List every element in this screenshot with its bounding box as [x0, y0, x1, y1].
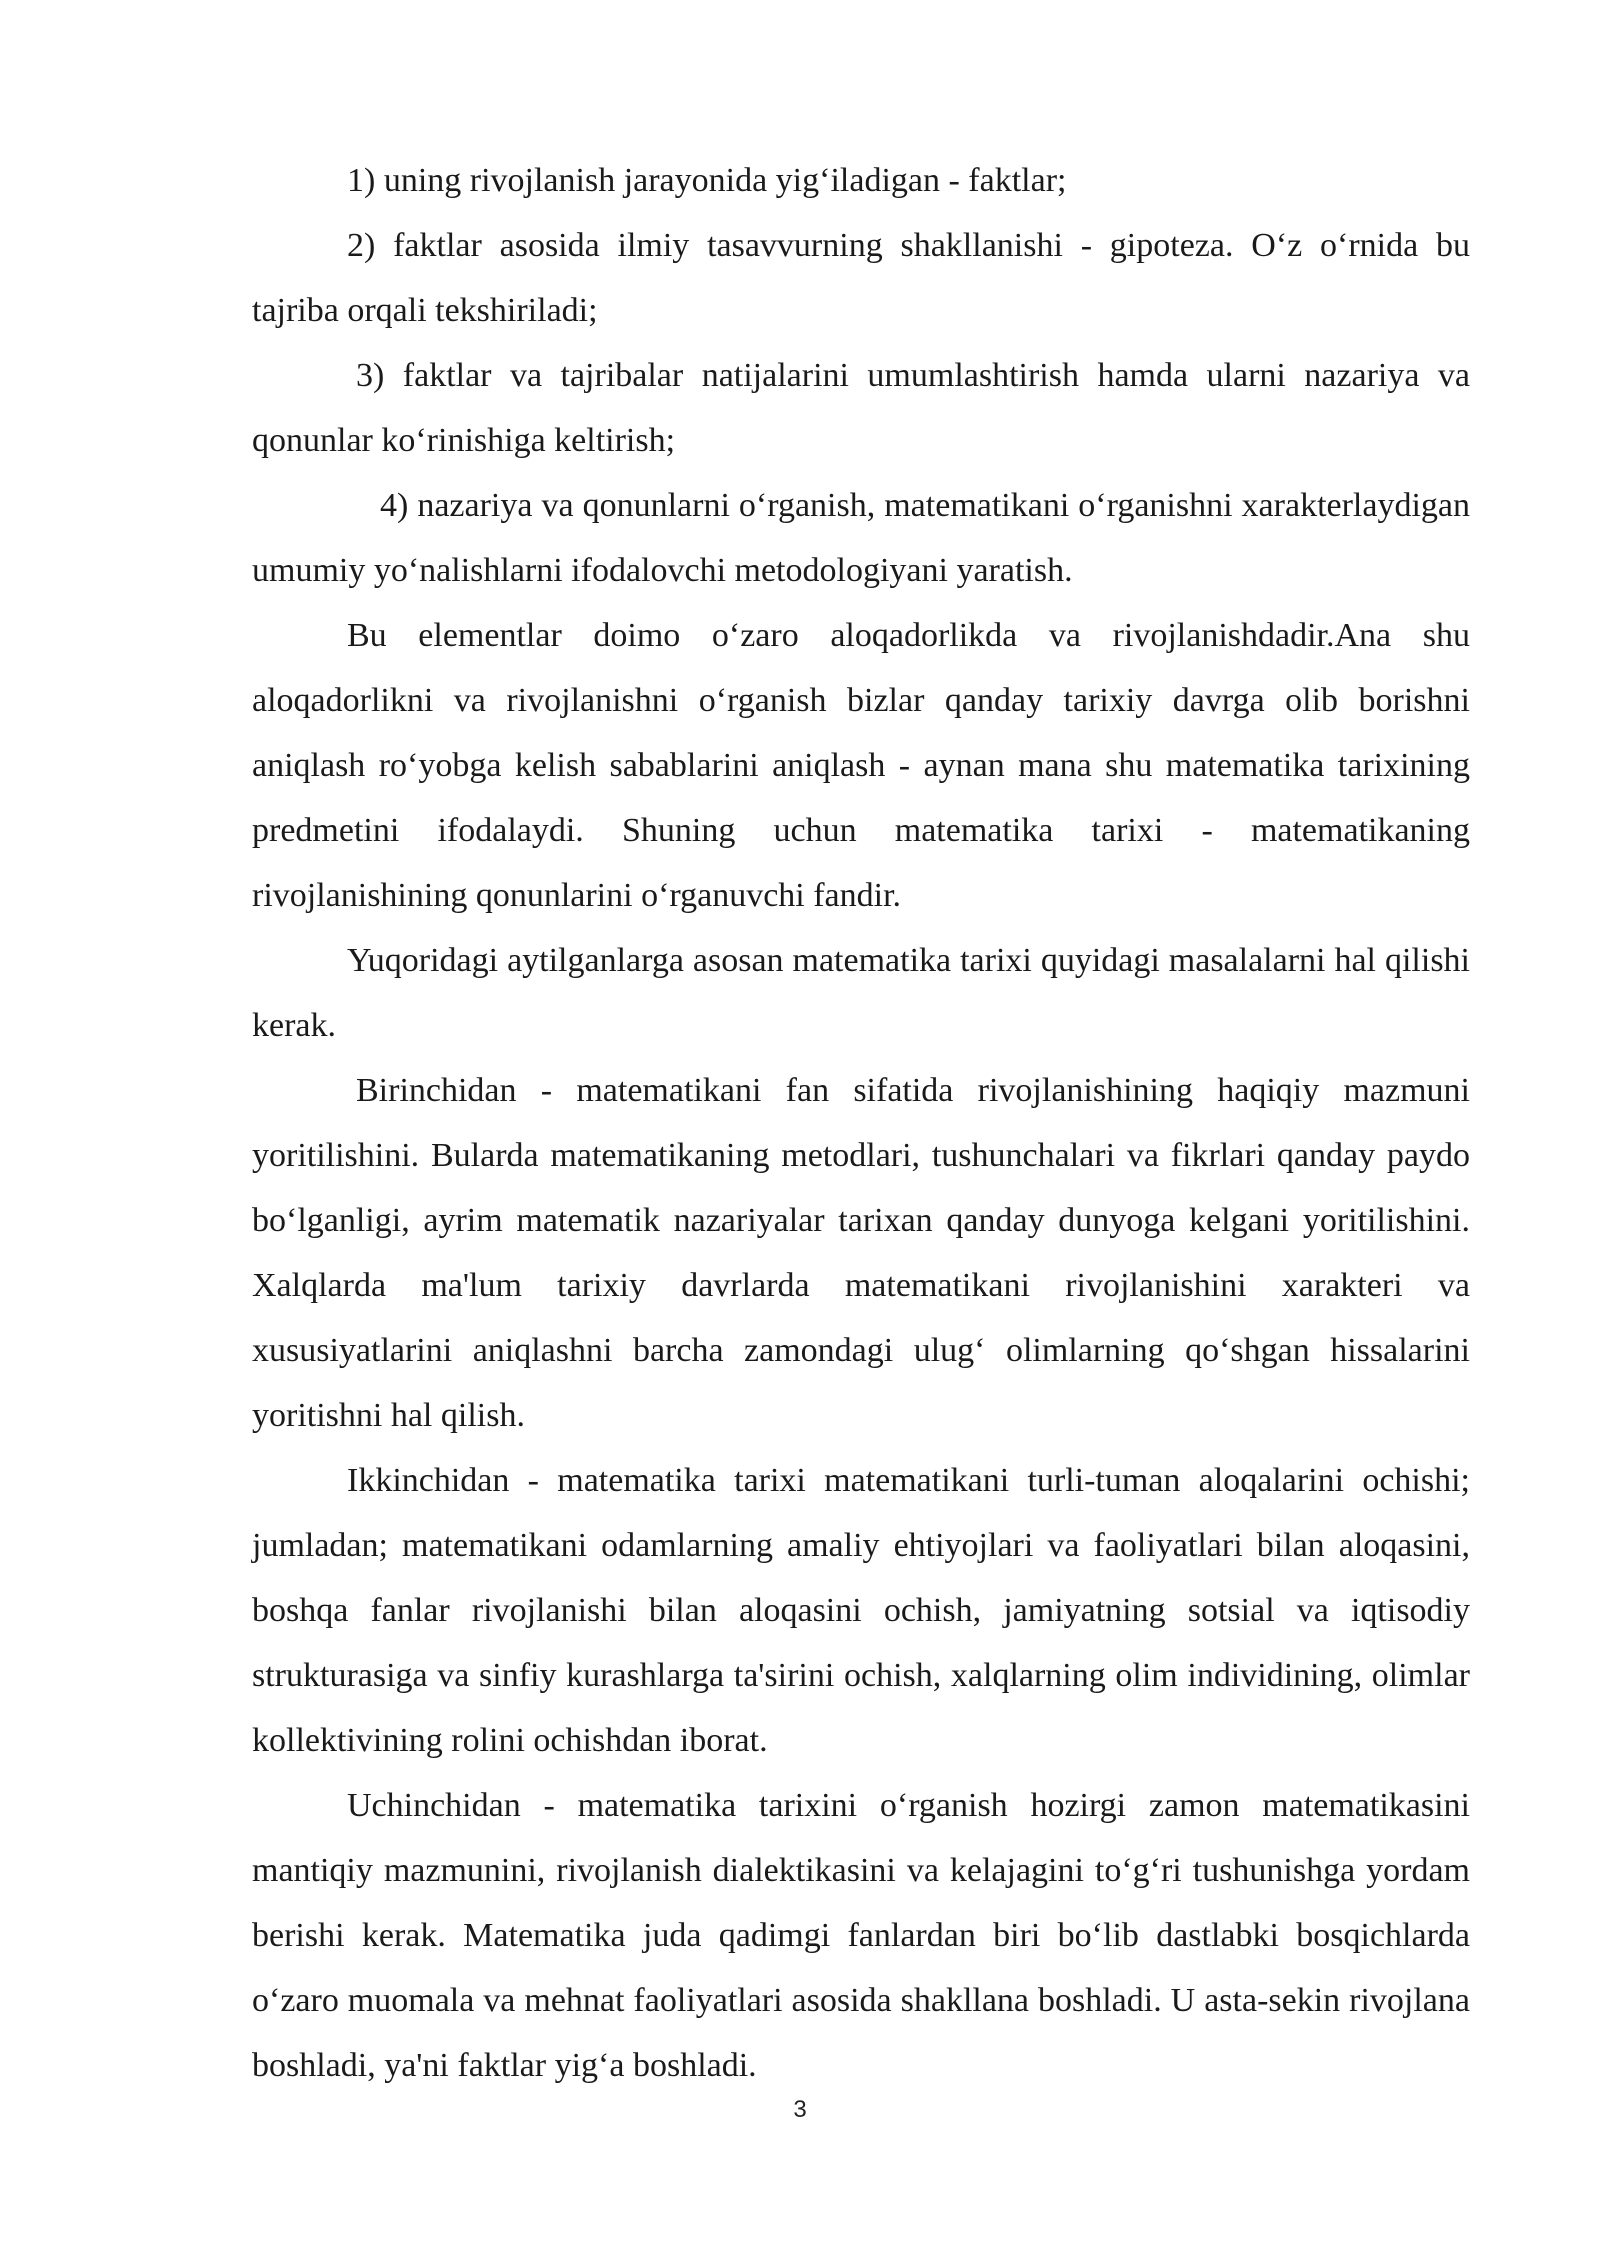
paragraph-second: Ikkinchidan - matematika tarixi matematikani turli-tuman aloqalarini ochishi; jumladan; matematikani odamlarning amaliy ehtiyojlari va faoliyatlari bilan aloqasini, boshqa fanlar rivojlanishi bilan aloqasini ochish, jamiyatning sotsial va iqtisodiy strukturasiga va sinfiy kurashlarga ta'sirini ochish, xalqlarning olim individining, olimlar kollektivining rolini ochishdan iborat.	[252, 1462, 1470, 1759]
paragraph-first: Birinchidan - matematikani fan sifatida rivojlanishining haqiqiy mazmuni yoritilishini. Bularda matematikaning metodlari, tushunchalari va fikrlari qanday paydo bo‘lganligi, ayrim matematik nazariyalar tarixan qanday dunyoga kelgani yoritilishini. Xalqlarda ma'lum tarixiy davrlarda matematikani rivojlanishini xarakteri va xususiyatlarini aniqlashni barcha zamondagi ulug‘ olimlarning qo‘shgan hissalarini yoritishni hal qilish.	[252, 1072, 1470, 1434]
list-item-4: 4) nazariya va qonunlarni o‘rganish, matematikani o‘rganishni xarakterlaydigan umumiy yo‘nalishlarni ifodalovchi metodologiyani yaratish.	[252, 487, 1470, 589]
page-number: 3	[793, 2096, 807, 2123]
list-item-2: 2) faktlar asosida ilmiy tasavvurning shakllanishi - gipoteza. O‘z o‘rnida bu tajriba orqali tekshiriladi;	[252, 227, 1470, 329]
paragraph-third: Uchinchidan - matematika tarixini o‘rganish hozirgi zamon matematikasini mantiqiy mazmunini, rivojlanish dialektikasini va kelajagini to‘g‘ri tushunishga yordam berishi kerak. Matematika juda qadimgi fanlardan biri bo‘lib dastlabki bosqichlarda o‘zaro muomala va mehnat faoliyatlari asosida shakllana boshladi. U asta-sekin rivojlana boshladi, ya'ni faktlar yig‘a boshladi.	[252, 1787, 1470, 2084]
list-item-1: 1) uning rivojlanish jarayonida yig‘iladigan - faktlar;	[347, 162, 1067, 199]
paragraph-tasks-intro: Yuqoridagi aytilganlarga asosan matematika tarixi quyidagi masalalarni hal qilishi kerak.	[252, 942, 1470, 1044]
list-item-3: 3) faktlar va tajribalar natijalarini umumlashtirish hamda ularni nazariya va qonunlar ko‘rinishiga keltirish;	[252, 357, 1470, 459]
paragraph-elements: Bu elementlar doimo o‘zaro aloqadorlikda va rivojlanishdadir.Ana shu aloqadorlikni va rivojlanishni o‘rganish bizlar qanday tarixiy davrga olib borishni aniqlash ro‘yobga kelish sabablarini aniqlash - aynan mana shu matematika tarixining predmetini ifodalaydi. Shuning uchun matematika tarixi - matematikaning rivojlanishining qonunlarini o‘rganuvchi fandir.	[252, 617, 1470, 914]
document-page	[252, 148, 1470, 2098]
